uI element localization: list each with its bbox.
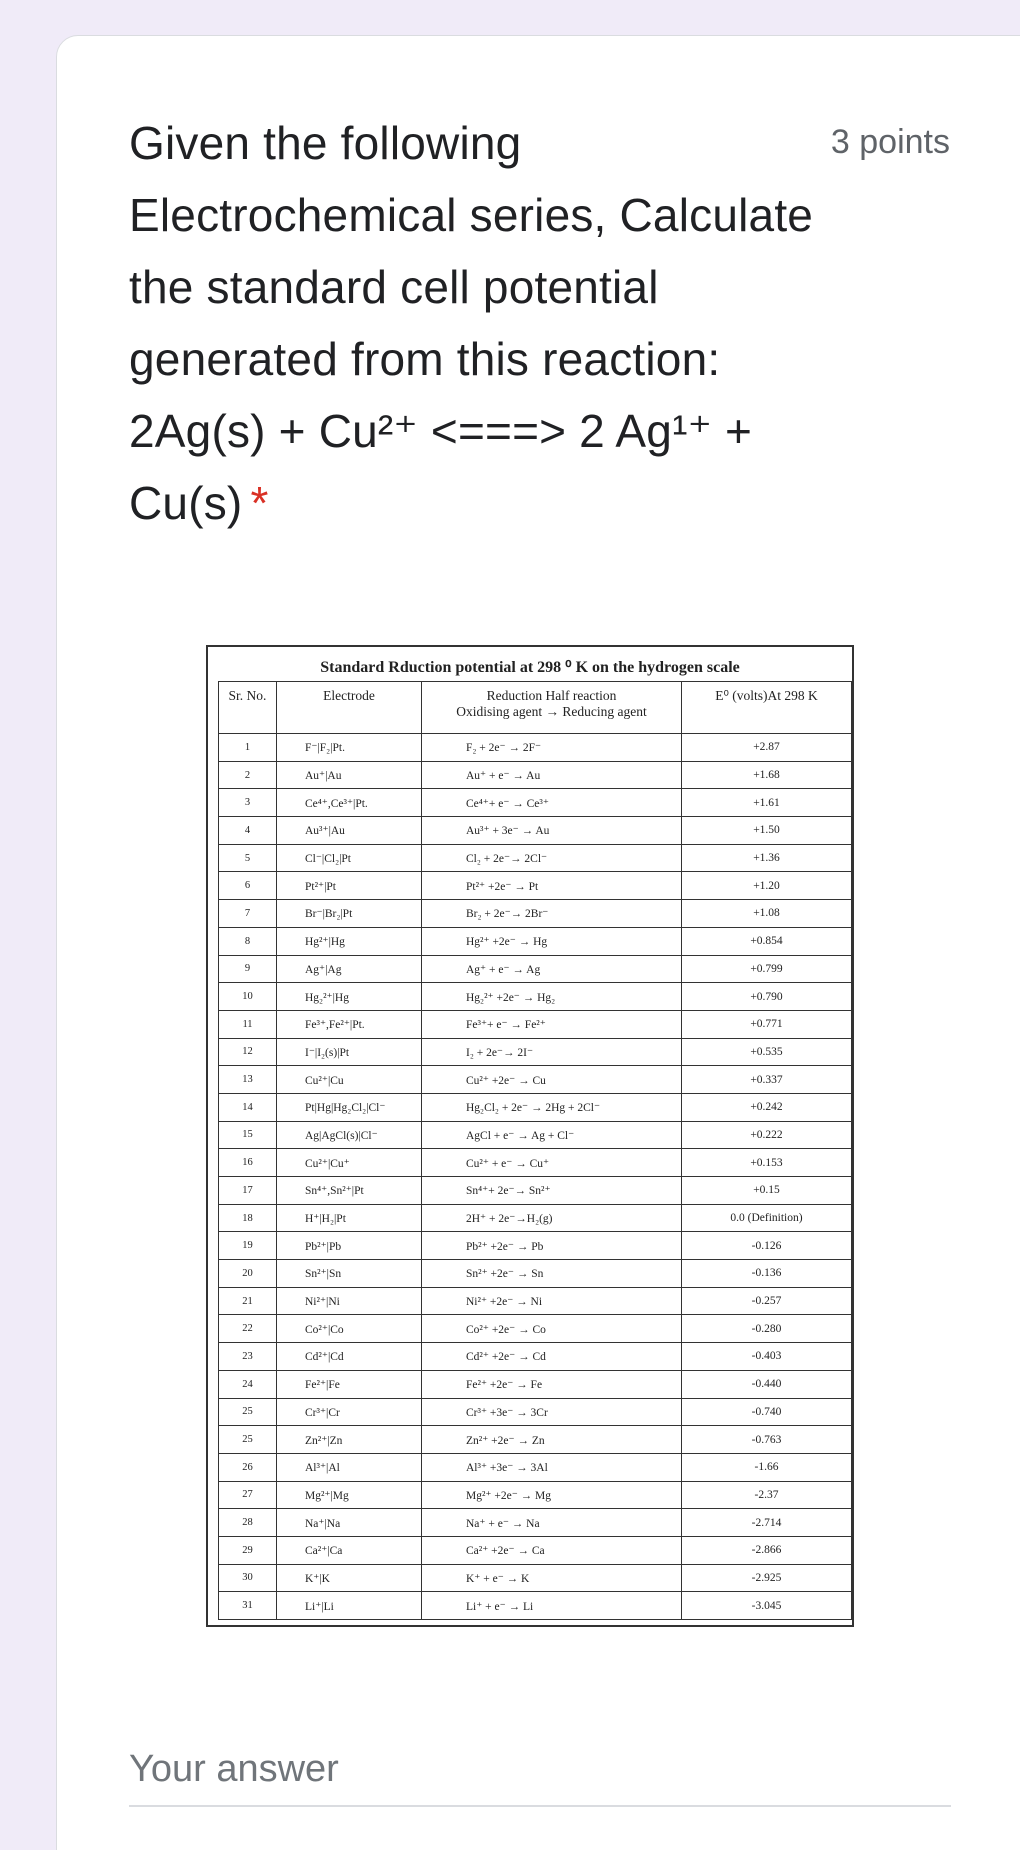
cell-potential: +0.153 bbox=[682, 1149, 852, 1177]
cell-sr-no: 26 bbox=[219, 1453, 277, 1481]
table-row bbox=[219, 955, 852, 983]
cell-sr-no: 1 bbox=[219, 734, 277, 762]
cell-reaction: Ag⁺ + e⁻ → Ag bbox=[422, 955, 682, 983]
cell-electrode: Sn²⁺|Sn bbox=[277, 1260, 422, 1288]
cell-electrode: Li⁺|Li bbox=[277, 1592, 422, 1620]
cell-sr-no: 31 bbox=[219, 1592, 277, 1620]
table-row bbox=[219, 1121, 852, 1149]
cell-sr-no: 19 bbox=[219, 1232, 277, 1260]
cell-potential: +0.790 bbox=[682, 983, 852, 1011]
cell-electrode: Cu²⁺|Cu bbox=[277, 1066, 422, 1094]
cell-reaction: Mg²⁺ +2e⁻ → Mg bbox=[422, 1481, 682, 1509]
table-row bbox=[219, 1232, 852, 1260]
cell-electrode: Al³⁺|Al bbox=[277, 1453, 422, 1481]
cell-reaction: Pt²⁺ +2e⁻ → Pt bbox=[422, 872, 682, 900]
cell-potential: +0.535 bbox=[682, 1038, 852, 1066]
cell-sr-no: 8 bbox=[219, 927, 277, 955]
table-row bbox=[219, 1204, 852, 1232]
cell-electrode: K⁺|K bbox=[277, 1564, 422, 1592]
cell-reaction: Cl₂ + 2e⁻→ 2Cl⁻ bbox=[422, 844, 682, 872]
cell-sr-no: 10 bbox=[219, 983, 277, 1011]
table-row bbox=[219, 1315, 852, 1343]
cell-potential: +1.20 bbox=[682, 872, 852, 900]
points-label: 3 points bbox=[830, 123, 950, 161]
cell-electrode: Au³⁺|Au bbox=[277, 817, 422, 845]
header-potential: E⁰ (volts)At 298 K bbox=[682, 682, 852, 734]
table-row bbox=[219, 1426, 852, 1454]
cell-electrode: Ag|AgCl(s)|Cl⁻ bbox=[277, 1121, 422, 1149]
table-body bbox=[219, 734, 852, 1620]
cell-reaction: Na⁺ + e⁻ → Na bbox=[422, 1509, 682, 1537]
electrochemical-series-image bbox=[206, 645, 854, 1627]
cell-sr-no: 13 bbox=[219, 1066, 277, 1094]
cell-sr-no: 4 bbox=[219, 817, 277, 845]
cell-potential: 0.0 (Definition) bbox=[682, 1204, 852, 1232]
table-row bbox=[219, 927, 852, 955]
cell-sr-no: 20 bbox=[219, 1260, 277, 1288]
cell-electrode: Ag⁺|Ag bbox=[277, 955, 422, 983]
cell-potential: +1.50 bbox=[682, 817, 852, 845]
cell-reaction: Li⁺ + e⁻ → Li bbox=[422, 1592, 682, 1620]
cell-sr-no: 17 bbox=[219, 1177, 277, 1205]
cell-electrode: Pb²⁺|Pb bbox=[277, 1232, 422, 1260]
cell-reaction: Cu²⁺ +2e⁻ → Cu bbox=[422, 1066, 682, 1094]
cell-sr-no: 15 bbox=[219, 1121, 277, 1149]
table-row bbox=[219, 1343, 852, 1371]
cell-electrode: Cr³⁺|Cr bbox=[277, 1398, 422, 1426]
cell-electrode: Cd²⁺|Cd bbox=[277, 1343, 422, 1371]
cell-reaction: Sn²⁺ +2e⁻ → Sn bbox=[422, 1260, 682, 1288]
cell-reaction: Zn²⁺ +2e⁻ → Zn bbox=[422, 1426, 682, 1454]
header-reaction-label: Reduction Half reaction bbox=[486, 688, 617, 703]
cell-sr-no: 28 bbox=[219, 1509, 277, 1537]
cell-electrode: Au⁺|Au bbox=[277, 761, 422, 789]
cell-electrode: H⁺|H₂|Pt bbox=[277, 1204, 422, 1232]
cell-sr-no: 24 bbox=[219, 1370, 277, 1398]
cell-potential: -2.714 bbox=[682, 1509, 852, 1537]
cell-potential: +0.222 bbox=[682, 1121, 852, 1149]
cell-reaction: Sn⁴⁺+ 2e⁻→ Sn²⁺ bbox=[422, 1177, 682, 1205]
cell-potential: +0.854 bbox=[682, 927, 852, 955]
cell-electrode: Cl⁻|Cl₂|Pt bbox=[277, 844, 422, 872]
cell-reaction: Au³⁺ + 3e⁻ → Au bbox=[422, 817, 682, 845]
table-row bbox=[219, 1038, 852, 1066]
table-row bbox=[219, 1370, 852, 1398]
cell-sr-no: 2 bbox=[219, 761, 277, 789]
cell-potential: -0.136 bbox=[682, 1260, 852, 1288]
table-row bbox=[219, 1260, 852, 1288]
table-row bbox=[219, 844, 852, 872]
table-row bbox=[219, 1453, 852, 1481]
cell-potential: -0.740 bbox=[682, 1398, 852, 1426]
cell-sr-no: 9 bbox=[219, 955, 277, 983]
cell-sr-no: 25 bbox=[219, 1398, 277, 1426]
cell-electrode: Fe²⁺|Fe bbox=[277, 1370, 422, 1398]
cell-sr-no: 25 bbox=[219, 1426, 277, 1454]
cell-potential: +1.08 bbox=[682, 900, 852, 928]
table-row bbox=[219, 734, 852, 762]
cell-reaction: Hg₂²⁺ +2e⁻ → Hg₂ bbox=[422, 983, 682, 1011]
cell-sr-no: 12 bbox=[219, 1038, 277, 1066]
cell-potential: +1.68 bbox=[682, 761, 852, 789]
cell-electrode: Cu²⁺|Cu⁺ bbox=[277, 1149, 422, 1177]
cell-electrode: Zn²⁺|Zn bbox=[277, 1426, 422, 1454]
table-row bbox=[219, 789, 852, 817]
cell-electrode: Pt²⁺|Pt bbox=[277, 872, 422, 900]
cell-electrode: Mg²⁺|Mg bbox=[277, 1481, 422, 1509]
table-row bbox=[219, 1564, 852, 1592]
cell-electrode: Pt|Hg|Hg₂Cl₂|Cl⁻ bbox=[277, 1093, 422, 1121]
cell-reaction: Cr³⁺ +3e⁻ → 3Cr bbox=[422, 1398, 682, 1426]
cell-reaction: F₂ + 2e⁻ → 2F⁻ bbox=[422, 734, 682, 762]
table-row bbox=[219, 761, 852, 789]
cell-reaction: Ni²⁺ +2e⁻ → Ni bbox=[422, 1287, 682, 1315]
table-row bbox=[219, 1287, 852, 1315]
cell-potential: +2.87 bbox=[682, 734, 852, 762]
cell-potential: -0.280 bbox=[682, 1315, 852, 1343]
cell-reaction: Cu²⁺ + e⁻ → Cu⁺ bbox=[422, 1149, 682, 1177]
table-row bbox=[219, 1481, 852, 1509]
cell-sr-no: 18 bbox=[219, 1204, 277, 1232]
table-row bbox=[219, 983, 852, 1011]
header-reaction bbox=[422, 682, 682, 734]
cell-potential: -0.440 bbox=[682, 1370, 852, 1398]
answer-field[interactable] bbox=[129, 1748, 951, 1807]
cell-electrode: Br⁻|Br₂|Pt bbox=[277, 900, 422, 928]
cell-potential: -2.925 bbox=[682, 1564, 852, 1592]
cell-reaction: I₂ + 2e⁻→ 2I⁻ bbox=[422, 1038, 682, 1066]
cell-potential: -0.257 bbox=[682, 1287, 852, 1315]
cell-sr-no: 27 bbox=[219, 1481, 277, 1509]
table-row bbox=[219, 1509, 852, 1537]
cell-reaction: Ca²⁺ +2e⁻ → Ca bbox=[422, 1536, 682, 1564]
electrochemical-series-table bbox=[218, 681, 852, 1620]
answer-input[interactable] bbox=[129, 1748, 951, 1791]
table-row bbox=[219, 1536, 852, 1564]
cell-sr-no: 14 bbox=[219, 1093, 277, 1121]
cell-electrode: I⁻|I₂(s)|Pt bbox=[277, 1038, 422, 1066]
cell-reaction: K⁺ + e⁻ → K bbox=[422, 1564, 682, 1592]
cell-potential: -2.866 bbox=[682, 1536, 852, 1564]
header-electrode: Electrode bbox=[277, 682, 422, 734]
cell-potential: +0.337 bbox=[682, 1066, 852, 1094]
cell-potential: -1.66 bbox=[682, 1453, 852, 1481]
cell-reaction: Al³⁺ +3e⁻ → 3Al bbox=[422, 1453, 682, 1481]
cell-reaction: Cd²⁺ +2e⁻ → Cd bbox=[422, 1343, 682, 1371]
table-row bbox=[219, 1398, 852, 1426]
cell-reaction: AgCl + e⁻ → Ag + Cl⁻ bbox=[422, 1121, 682, 1149]
cell-potential: -0.126 bbox=[682, 1232, 852, 1260]
cell-sr-no: 3 bbox=[219, 789, 277, 817]
cell-reaction: Fe³⁺+ e⁻ → Fe²⁺ bbox=[422, 1010, 682, 1038]
table-title: Standard Rduction potential at 298 ⁰ K on the hydrogen scale bbox=[320, 659, 740, 676]
cell-potential: +0.15 bbox=[682, 1177, 852, 1205]
cell-potential: -3.045 bbox=[682, 1592, 852, 1620]
cell-potential: -0.403 bbox=[682, 1343, 852, 1371]
table-row bbox=[219, 872, 852, 900]
question-text: Given the following Electrochemical series, Calculate the standard cell potential generated from this reaction: 2Ag(s) + Cu²⁺ <===> 2 Ag¹⁺ + Cu(s) bbox=[129, 117, 814, 529]
cell-reaction: Br₂ + 2e⁻→ 2Br⁻ bbox=[422, 900, 682, 928]
cell-electrode: Ce⁴⁺,Ce³⁺|Pt. bbox=[277, 789, 422, 817]
cell-potential: -0.763 bbox=[682, 1426, 852, 1454]
cell-electrode: Na⁺|Na bbox=[277, 1509, 422, 1537]
table-row bbox=[219, 900, 852, 928]
cell-sr-no: 23 bbox=[219, 1343, 277, 1371]
cell-sr-no: 7 bbox=[219, 900, 277, 928]
cell-sr-no: 21 bbox=[219, 1287, 277, 1315]
cell-potential: +1.61 bbox=[682, 789, 852, 817]
cell-sr-no: 6 bbox=[219, 872, 277, 900]
cell-sr-no: 16 bbox=[219, 1149, 277, 1177]
table-row bbox=[219, 1177, 852, 1205]
cell-electrode: Ca²⁺|Ca bbox=[277, 1536, 422, 1564]
cell-sr-no: 5 bbox=[219, 844, 277, 872]
cell-reaction: Ce⁴⁺+ e⁻ → Ce³⁺ bbox=[422, 789, 682, 817]
cell-reaction: Hg₂Cl₂ + 2e⁻ → 2Hg + 2Cl⁻ bbox=[422, 1093, 682, 1121]
header-reaction-sub: Oxidising agent → Reducing agent bbox=[456, 704, 647, 719]
cell-sr-no: 30 bbox=[219, 1564, 277, 1592]
cell-sr-no: 29 bbox=[219, 1536, 277, 1564]
question-title bbox=[129, 107, 819, 539]
cell-reaction: 2H⁺ + 2e⁻→H₂(g) bbox=[422, 1204, 682, 1232]
table-row bbox=[219, 1149, 852, 1177]
cell-electrode: Sn⁴⁺,Sn²⁺|Pt bbox=[277, 1177, 422, 1205]
cell-potential: -2.37 bbox=[682, 1481, 852, 1509]
table-row bbox=[219, 817, 852, 845]
cell-potential: +0.242 bbox=[682, 1093, 852, 1121]
cell-electrode: Hg₂²⁺|Hg bbox=[277, 983, 422, 1011]
required-asterisk: * bbox=[250, 477, 269, 529]
cell-potential: +1.36 bbox=[682, 844, 852, 872]
cell-reaction: Pb²⁺ +2e⁻ → Pb bbox=[422, 1232, 682, 1260]
cell-sr-no: 22 bbox=[219, 1315, 277, 1343]
table-row bbox=[219, 1093, 852, 1121]
cell-electrode: Co²⁺|Co bbox=[277, 1315, 422, 1343]
cell-reaction: Fe²⁺ +2e⁻ → Fe bbox=[422, 1370, 682, 1398]
cell-electrode: Fe³⁺,Fe²⁺|Pt. bbox=[277, 1010, 422, 1038]
cell-reaction: Au⁺ + e⁻ → Au bbox=[422, 761, 682, 789]
table-row bbox=[219, 1592, 852, 1620]
cell-electrode: Ni²⁺|Ni bbox=[277, 1287, 422, 1315]
cell-potential: +0.799 bbox=[682, 955, 852, 983]
cell-electrode: Hg²⁺|Hg bbox=[277, 927, 422, 955]
cell-electrode: F⁻|F₂|Pt. bbox=[277, 734, 422, 762]
cell-sr-no: 11 bbox=[219, 1010, 277, 1038]
cell-reaction: Co²⁺ +2e⁻ → Co bbox=[422, 1315, 682, 1343]
table-row bbox=[219, 1066, 852, 1094]
table-row bbox=[219, 1010, 852, 1038]
cell-potential: +0.771 bbox=[682, 1010, 852, 1038]
cell-reaction: Hg²⁺ +2e⁻ → Hg bbox=[422, 927, 682, 955]
header-sr-no: Sr. No. bbox=[219, 682, 277, 734]
